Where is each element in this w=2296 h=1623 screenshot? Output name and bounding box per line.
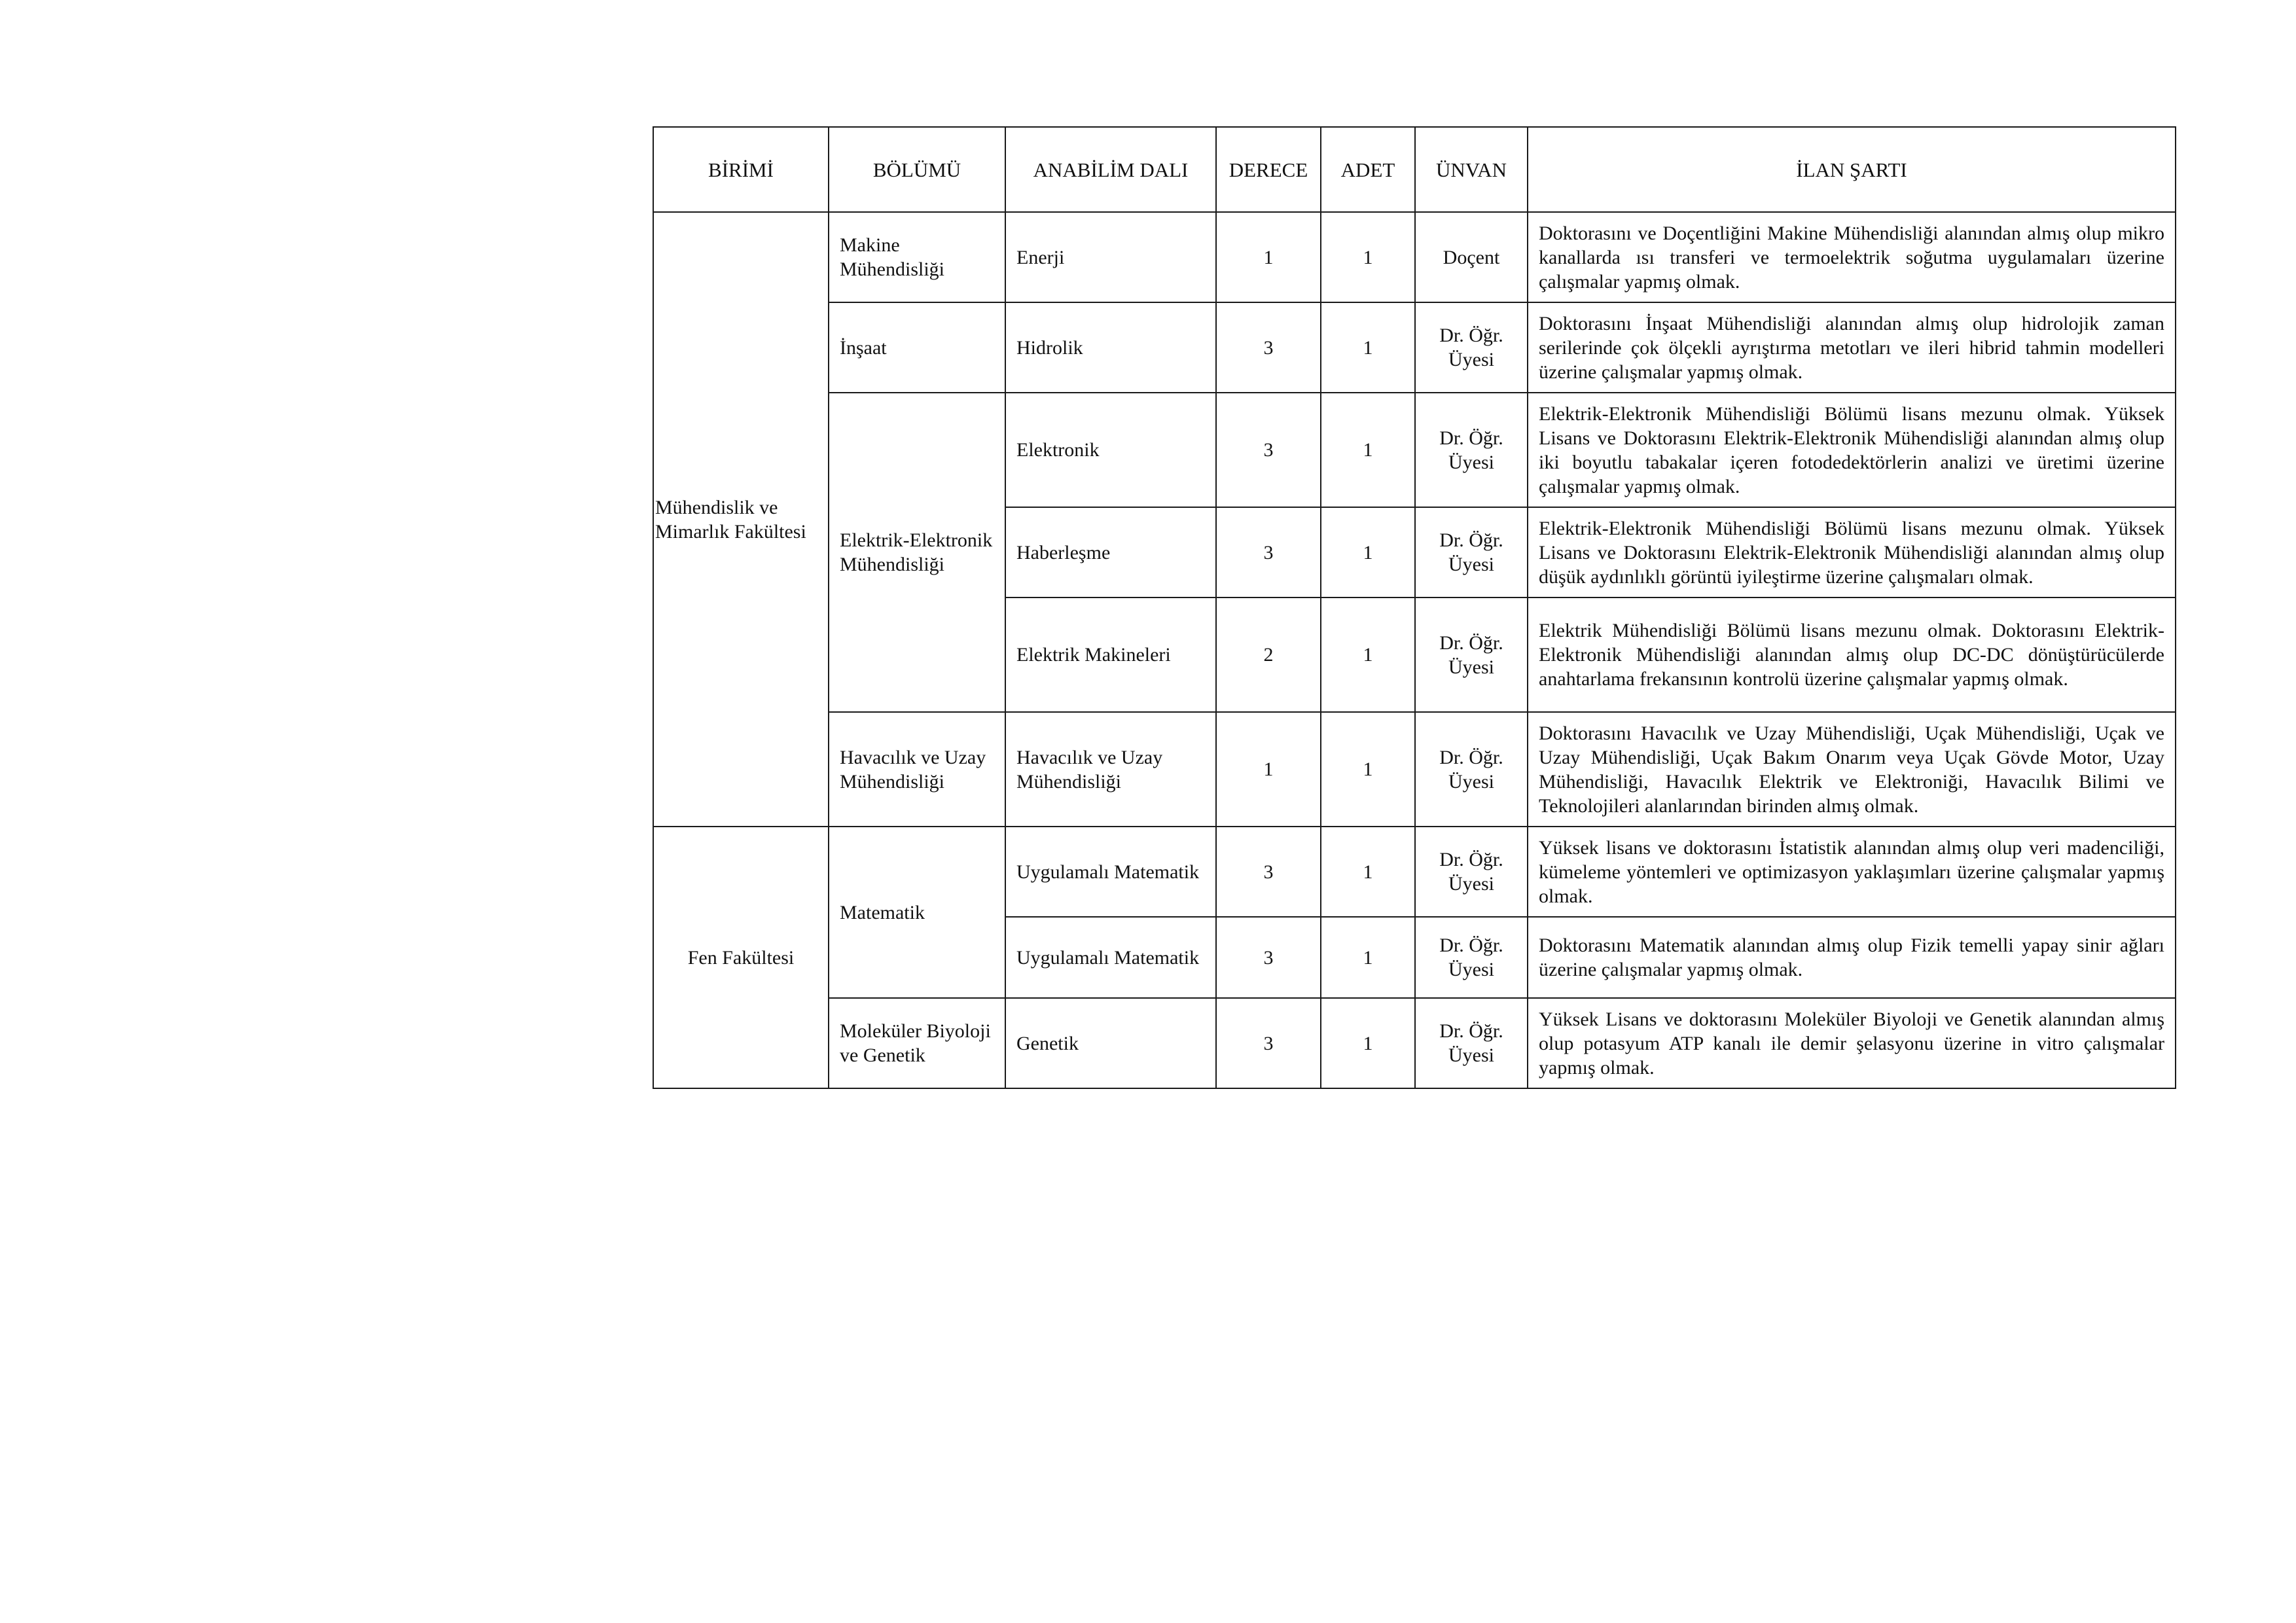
anabilim-cell: Haberleşme: [1005, 507, 1216, 597]
adet-cell: 1: [1321, 712, 1415, 827]
department-cell: Moleküler Biyoloji ve Genetik: [829, 998, 1005, 1088]
derece-cell: 2: [1216, 597, 1321, 712]
anabilim-cell: Uygulamalı Matematik: [1005, 917, 1216, 998]
header-birim: BİRİMİ: [653, 127, 829, 212]
department-cell: Matematik: [829, 827, 1005, 998]
unvan-cell: Dr. Öğr. Üyesi: [1415, 393, 1528, 507]
table-row: [653, 302, 2176, 393]
ilan-sarti-cell: Yüksek lisans ve doktorasını İstatistik alanından almış olup veri madenciliği, kümeleme yöntemleri ve optimizasyon yaklaşımları üzerine çalışmalar yapmış olmak.: [1528, 827, 2176, 917]
unvan-cell: Dr. Öğr. Üyesi: [1415, 998, 1528, 1088]
derece-cell: 3: [1216, 827, 1321, 917]
unvan-cell: Dr. Öğr. Üyesi: [1415, 827, 1528, 917]
derece-cell: 3: [1216, 917, 1321, 998]
unvan-cell: Dr. Öğr. Üyesi: [1415, 712, 1528, 827]
derece-cell: 1: [1216, 212, 1321, 302]
adet-cell: 1: [1321, 302, 1415, 393]
adet-cell: 1: [1321, 393, 1415, 507]
unit-cell: Mühendislik ve Mimarlık Fakültesi: [653, 212, 829, 827]
derece-cell: 3: [1216, 998, 1321, 1088]
ilan-sarti-cell: Elektrik-Elektronik Mühendisliği Bölümü lisans mezunu olmak. Yüksek Lisans ve Doktorasını Elektrik-Elektronik Mühendisliği alanından almış olup düşük aydınlıklı görüntü iyileştirme üzerine çalışmaları olmak.: [1528, 507, 2176, 597]
table-row: [653, 827, 2176, 917]
unvan-cell: Dr. Öğr. Üyesi: [1415, 597, 1528, 712]
ilan-sarti-cell: Elektrik Mühendisliği Bölümü lisans mezunu olmak. Doktorasını Elektrik-Elektronik Mühendisliği alanından almış olup DC-DC dönüştürücülerde anahtarlama frekansının kontrolü üzerine çalışmalar yapmış olmak.: [1528, 597, 2176, 712]
job-posting-table: [653, 126, 2176, 1089]
adet-cell: 1: [1321, 998, 1415, 1088]
department-cell: Makine Mühendisliği: [829, 212, 1005, 302]
table-row: [653, 712, 2176, 827]
header-bolum: BÖLÜMÜ: [829, 127, 1005, 212]
adet-cell: 1: [1321, 507, 1415, 597]
ilan-sarti-cell: Doktorasını ve Doçentliğini Makine Mühendisliği alanından almış olup mikro kanallarda ısı transferi ve termoelektrik soğutma uygulamaları üzerine çalışmalar yapmış olmak.: [1528, 212, 2176, 302]
anabilim-cell: Elektronik: [1005, 393, 1216, 507]
anabilim-cell: Havacılık ve Uzay Mühendisliği: [1005, 712, 1216, 827]
adet-cell: 1: [1321, 917, 1415, 998]
ilan-sarti-cell: Yüksek Lisans ve doktorasını Moleküler Biyoloji ve Genetik alanından almış olup potasyum ATP kanalı ile demir şelasyonu üzerine in vitro çalışmalar yapmış olmak.: [1528, 998, 2176, 1088]
header-unvan: ÜNVAN: [1415, 127, 1528, 212]
department-cell: Elektrik-Elektronik Mühendisliği: [829, 393, 1005, 712]
anabilim-cell: Enerji: [1005, 212, 1216, 302]
unvan-cell: Dr. Öğr. Üyesi: [1415, 302, 1528, 393]
unvan-cell: Dr. Öğr. Üyesi: [1415, 917, 1528, 998]
header-adet: ADET: [1321, 127, 1415, 212]
header-anabilim: ANABİLİM DALI: [1005, 127, 1216, 212]
derece-cell: 3: [1216, 393, 1321, 507]
derece-cell: 3: [1216, 507, 1321, 597]
unvan-cell: Dr. Öğr. Üyesi: [1415, 507, 1528, 597]
header-derece: DERECE: [1216, 127, 1321, 212]
ilan-sarti-cell: Elektrik-Elektronik Mühendisliği Bölümü lisans mezunu olmak. Yüksek Lisans ve Doktorasını Elektrik-Elektronik Mühendisliği alanından almış olup iki boyutlu tabakalar içeren fotodedektörlerin analizi ve üretimi üzerine çalışmalar yapmış olmak.: [1528, 393, 2176, 507]
adet-cell: 1: [1321, 212, 1415, 302]
adet-cell: 1: [1321, 597, 1415, 712]
unvan-cell: Doçent: [1415, 212, 1528, 302]
anabilim-cell: Genetik: [1005, 998, 1216, 1088]
ilan-sarti-cell: Doktorasını Havacılık ve Uzay Mühendisliği, Uçak Mühendisliği, Uçak ve Uzay Mühendisliği, Uçak Bakım Onarım veya Uçak Gövde Motor, Uzay Mühendisliği, Havacılık Elektrik ve Elektroniği, Havacılık Bilimi ve Teknolojileri alanlarından birinden almış olmak.: [1528, 712, 2176, 827]
ilan-sarti-cell: Doktorasını İnşaat Mühendisliği alanından almış olup hidrolojik zaman serilerinde çok ölçekli ayrıştırma metotları ve ileri hibrid tahmin modelleri üzerine çalışmalar yapmış olmak.: [1528, 302, 2176, 393]
table-row: [653, 393, 2176, 507]
header-ilan-sarti: İLAN ŞARTI: [1528, 127, 2176, 212]
anabilim-cell: Hidrolik: [1005, 302, 1216, 393]
ilan-sarti-cell: Doktorasını Matematik alanından almış olup Fizik temelli yapay sinir ağları üzerine çalışmalar yapmış olmak.: [1528, 917, 2176, 998]
unit-cell: Fen Fakültesi: [653, 827, 829, 1088]
derece-cell: 1: [1216, 712, 1321, 827]
table-row: [653, 212, 2176, 302]
anabilim-cell: Elektrik Makineleri: [1005, 597, 1216, 712]
table-row: [653, 998, 2176, 1088]
header-row: [653, 127, 2176, 212]
department-cell: İnşaat: [829, 302, 1005, 393]
adet-cell: 1: [1321, 827, 1415, 917]
anabilim-cell: Uygulamalı Matematik: [1005, 827, 1216, 917]
derece-cell: 3: [1216, 302, 1321, 393]
department-cell: Havacılık ve Uzay Mühendisliği: [829, 712, 1005, 827]
